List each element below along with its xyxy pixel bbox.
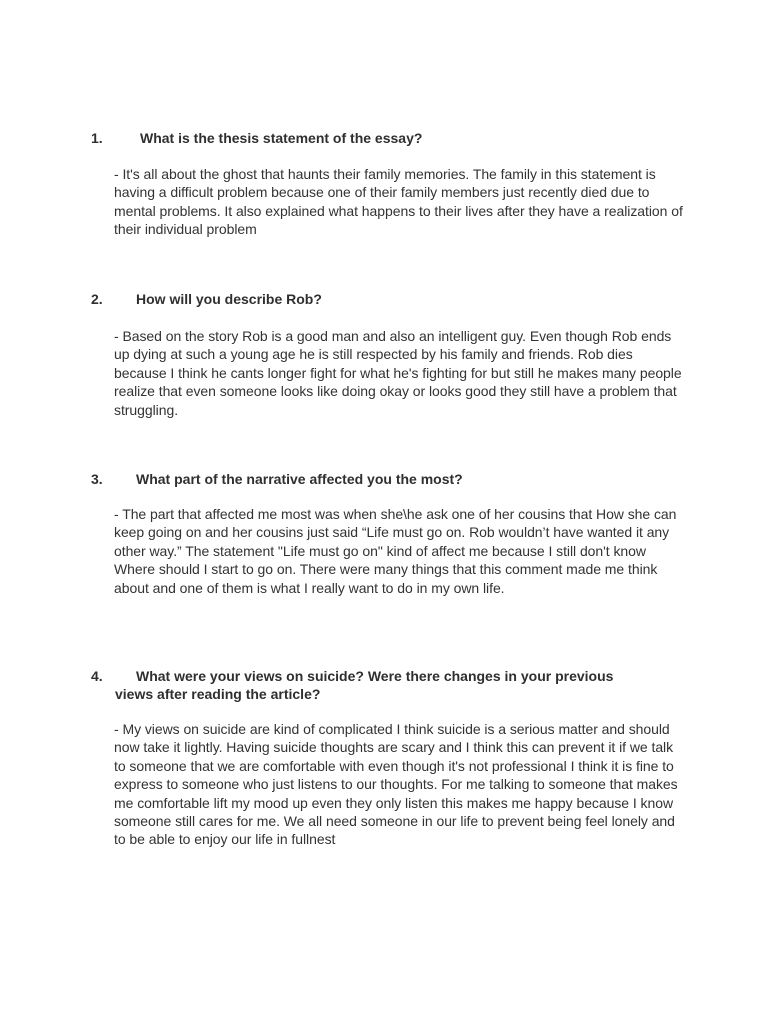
question-number: 1. <box>91 130 103 146</box>
question-number: 2. <box>91 291 103 307</box>
question-number: 3. <box>91 471 103 487</box>
answer-text: - It's all about the ghost that haunts their family memories. The family in this statement is having a difficult problem because one of their family members just recently died due to mental problems. It also explained what happens to their lives after they have a realization of their individual problem <box>114 166 683 238</box>
answer-text: - Based on the story Rob is a good man and also an intelligent guy. Even though Rob ends up dying at such a young age he is still respected by his family and friends. Rob dies because I think he cants longer fight for what he's fighting for but still he makes many people realize that even someone looks like doing okay or looks good they still have a problem that struggling. <box>114 328 682 418</box>
question-text: What is the thesis statement of the essay? <box>140 130 423 146</box>
question-text: How will you describe Rob? <box>136 291 322 307</box>
question-number: 4. <box>91 668 103 684</box>
question-text-continued: views after reading the article? <box>115 686 321 702</box>
answer-text: - The part that affected me most was when she\he ask one of her cousins that How she can keep going on and her cousins just said “Life must go on. Rob wouldn’t have wanted it any other way.” The statement "Life must go on" kind of affect me because I still don't know Where should I start to go on. There were many things that this comment made me think about and one of them is what I really want to do in my own life. <box>114 506 677 596</box>
question-text: What part of the narrative affected you the most? <box>136 471 463 487</box>
answer-text: - My views on suicide are kind of complicated I think suicide is a serious matter and should now take it lightly. Having suicide thoughts are scary and I think this can prevent it if we talk to someone that we are comfortable with even though it's not professional I think it is fine to express to someone who just listens to our thoughts. For me talking to someone that makes me comfortable lift my mood up even they only listen this makes me happy because I know someone still cares for me. We all need someone in our life to prevent being feel lonely and to be able to enjoy our life in fullnest <box>114 721 678 848</box>
question-text: What were your views on suicide? Were there changes in your previous <box>136 668 614 684</box>
